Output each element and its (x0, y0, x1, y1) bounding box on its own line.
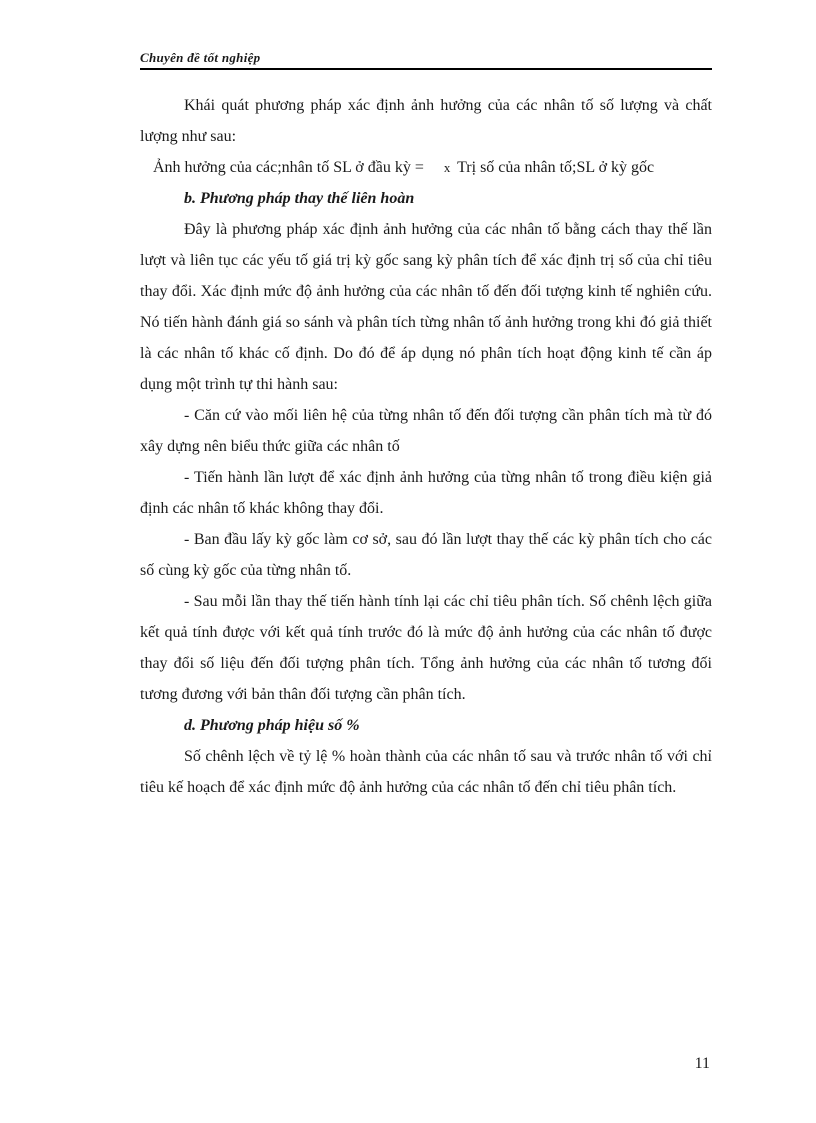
section-b-paragraph-3: - Tiến hành lần lượt để xác định ảnh hưởng của từng nhân tố trong điều kiện giả định các nhân tố khác không thay đổi. (140, 469, 712, 517)
section-b-paragraph-2: - Căn cứ vào mối liên hệ của từng nhân tố đến đối tượng cần phân tích mà từ đó xây dựng nên biểu thức giữa các nhân tố (140, 407, 712, 455)
page-content (140, 90, 712, 803)
formula (140, 152, 712, 183)
section-b-heading: b. Phương pháp thay thế liên hoàn (184, 190, 415, 207)
intro-paragraph: Khái quát phương pháp xác định ảnh hưởng của các nhân tố số lượng và chất lượng như sau: (140, 97, 712, 145)
page-number: 11 (694, 1055, 710, 1072)
formula-left: Ảnh hưởng của các;nhân tố SL ở đầu kỳ = (153, 159, 424, 176)
page-header (140, 48, 712, 70)
section-d-paragraph-1: Số chênh lệch về tỷ lệ % hoàn thành của các nhân tố sau và trước nhân tố với chỉ tiêu kế hoạch để xác định mức độ ảnh hưởng của các nhân tố đến chỉ tiêu phân tích. (140, 748, 712, 796)
section-b-paragraph-4: - Ban đầu lấy kỳ gốc làm cơ sở, sau đó lần lượt thay thế các kỳ phân tích cho các số cùng kỳ gốc của từng nhân tố. (140, 531, 712, 579)
formula-operator: x (443, 160, 451, 175)
section-b-paragraph-5: - Sau mỗi lần thay thế tiến hành tính lại các chỉ tiêu phân tích. Số chênh lệch giữa kết quả tính được với kết quả tính trước đó là mức độ ảnh hưởng của các nhân tố được thay đổi số liệu đến đối tượng phân tích. Tổng ảnh hưởng của các nhân tố tương đối tương đương với bản thân đối tượng cần phân tích. (140, 593, 712, 703)
section-d-heading: d. Phương pháp hiệu số % (184, 717, 360, 734)
formula-right: Trị số của nhân tố;SL ở kỳ gốc (457, 159, 655, 176)
header-title: Chuyên đề tốt nghiệp (140, 50, 261, 65)
section-b-paragraph-1: Đây là phương pháp xác định ảnh hưởng của các nhân tố bằng cách thay thế lần lượt và liên tục các yếu tố giá trị kỳ gốc sang kỳ phân tích để xác định trị số của chỉ tiêu thay đổi. Xác định mức độ ảnh hưởng của các nhân tố đến đối tượng kinh tế nghiên cứu. Nó tiến hành đánh giá so sánh và phân tích từng nhân tố ảnh hưởng trong khi đó giả thiết là các nhân tố khác cố định. Do đó để áp dụng nó phân tích hoạt động kinh tế cần áp dụng một trình tự thi hành sau: (140, 221, 712, 393)
